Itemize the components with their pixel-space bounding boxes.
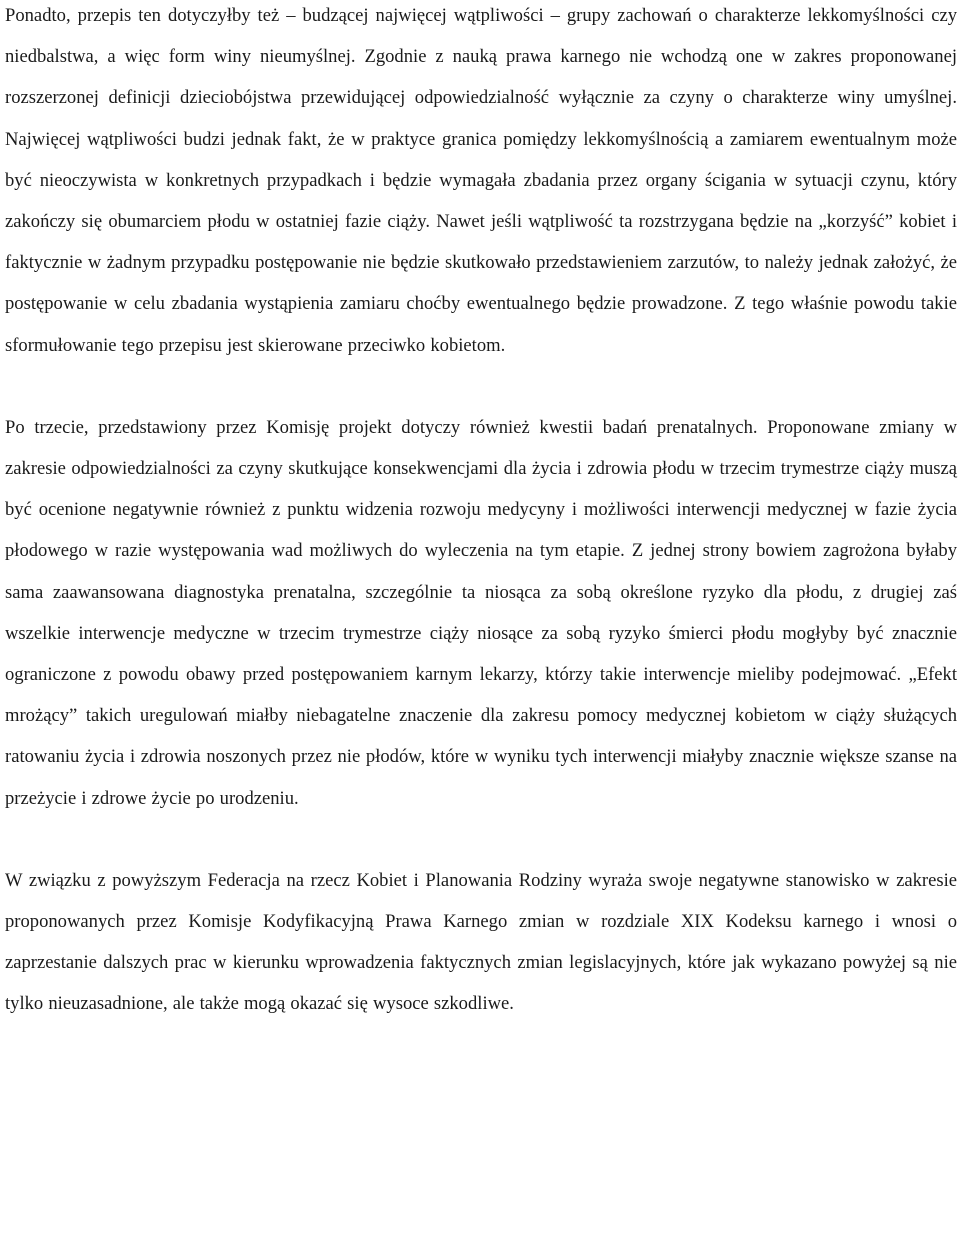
paragraph-federation-position: W związku z powyższym Federacja na rzecz Kobiet i Planowania Rodziny wyraża swoje negatywne stanowisko w zakresie proponowanych przez Komisje Kodyfikacyjną Prawa Karnego zmian w rozdziale XIX Kodeksu karnego i wnosi o zaprzestanie dalszych prac w kierunku wprowadzenia faktycznych zmian legislacyjnych, które jak wykazano powyżej są nie tylko nieuzasadnione, ale także mogą okazać się wysoce szkodliwe.	[5, 869, 957, 1015]
paragraph-prenatal-diagnostics: Po trzecie, przedstawiony przez Komisję projekt dotyczy również kwestii badań prenatalnych. Proponowane zmiany w zakresie odpowiedzialności za czyny skutkujące konsekwencjami dla życia i zdrowia płodu w trzecim trymestrze ciąży muszą być ocenione negatywnie również z punktu widzenia rozwoju medycyny i możliwości interwencji medycznej w fazie życia płodowego w razie występowania wad możliwych do wyleczenia na tym etapie. Z jednej strony bowiem zagrożona byłaby sama zaawansowana diagnostyka prenatalna, szczególnie ta niosąca za sobą określone ryzyko dla płodu, z drugiej zaś wszelkie interwencje medyczne w trzecim trymestrze ciąży niosące za sobą ryzyko śmierci płodu mogłyby być znacznie ograniczone z powodu obawy przed postępowaniem karnym lekarzy, którzy takie interwencje mieliby podejmować. „Efekt mrożący” takich uregulowań miałby niebagatelne znaczenie dla zakresu pomocy medycznej kobietom w ciąży służących ratowaniu życia i zdrowia noszonych przez nie płodów, które w wyniku tych interwencji miałyby znacznie większe szanse na przeżycie i zdrowe życie po urodzeniu.	[5, 416, 957, 809]
paragraph-criminal-negligence: Ponadto, przepis ten dotyczyłby też – budzącej najwięcej wątpliwości – grupy zachowań o charakterze lekkomyślności czy niedbalstwa, a więc form winy nieumyślnej. Zgodnie z nauką prawa karnego nie wchodzą one w zakres proponowanej rozszerzonej definicji dzieciobójstwa przewidującej odpowiedzialność wyłącznie za czyny o charakterze winy umyślnej. Najwięcej wątpliwości budzi jednak fakt, że w praktyce granica pomiędzy lekkomyślnością a zamiarem ewentualnym może być nieoczywista w konkretnych przypadkach i będzie wymagała zbadania przez organy ścigania w sytuacji czynu, który zakończy się obumarciem płodu w ostatniej fazie ciąży. Nawet jeśli wątpliwość ta rozstrzygana będzie na „korzyść” kobiet i faktycznie w żadnym przypadku postępowanie nie będzie skutkowało przedstawieniem zarzutów, to należy jednak założyć, że postępowanie w celu zbadania wystąpienia zamiaru choćby ewentualnego będzie prowadzone. Z tego właśnie powodu takie sformułowanie tego przepisu jest skierowane przeciwko kobietom.	[5, 5, 957, 356]
document-page	[5, 0, 957, 1025]
